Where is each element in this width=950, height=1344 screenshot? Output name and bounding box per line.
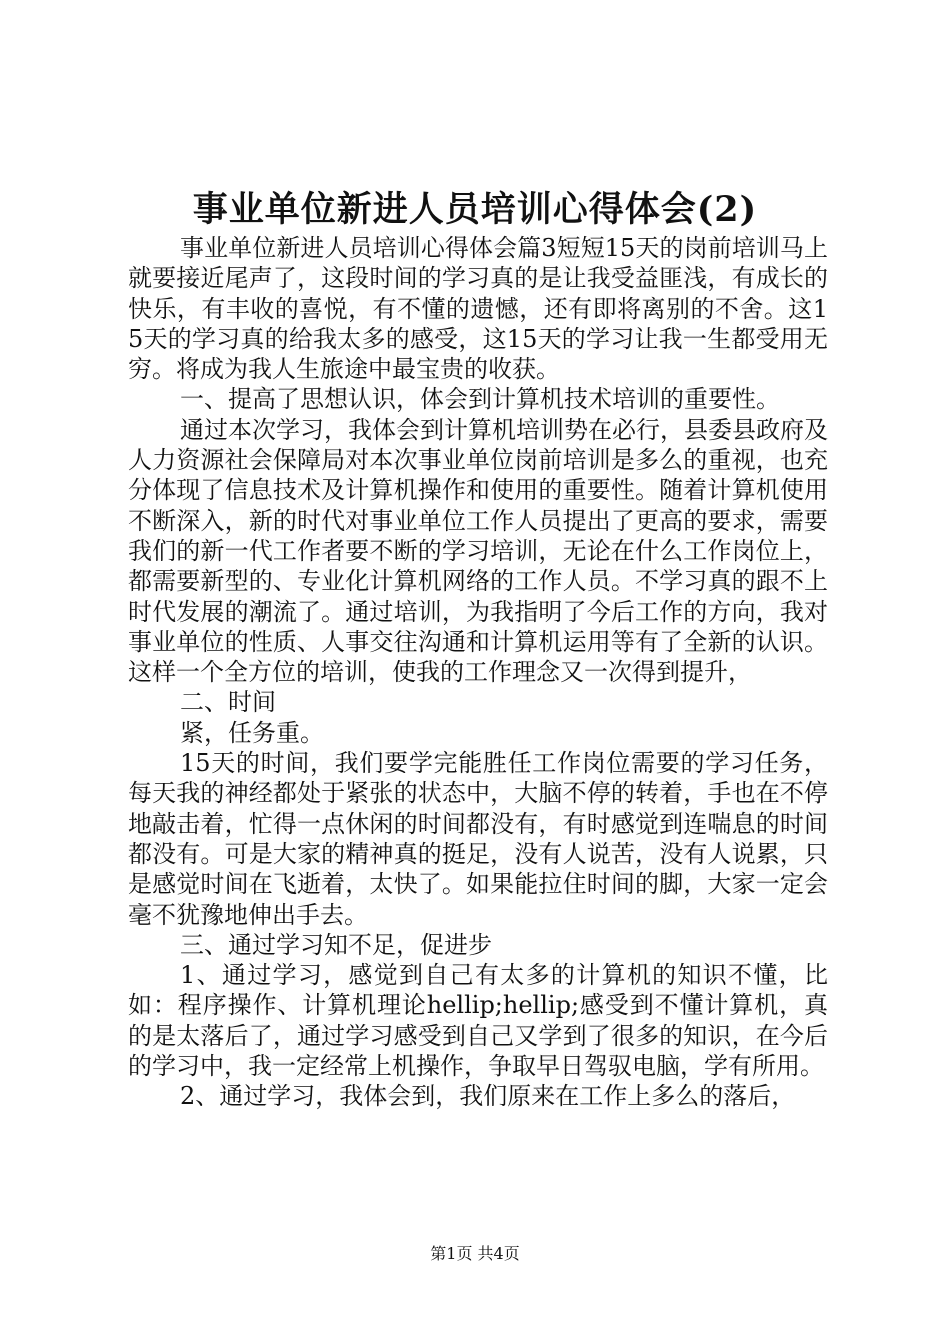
heading-section-2: 二、时间 <box>180 688 276 717</box>
paragraph-section-2: 15天的时间，我们要学完能胜任工作岗位需要的学习任务，每天我的神经都处于紧张的状态中，大脑不停的转着，手也在不停地敲击着，忙得一点休闲的时间都没有，有时感觉到连喘息的时间都没有。可是大家的精神真的挺足，没有人说苦，没有人说累，只是感觉时间在飞逝着，太快了。如果能拉住时间的脚，大家一定会毫不犹豫地伸出手去。 <box>128 749 828 929</box>
paragraph-section-3-item-2: 2、通过学习，我体会到，我们原来在工作上多么的落后， <box>180 1082 796 1111</box>
heading-section-3: 三、通过学习知不足，促进步 <box>180 930 492 959</box>
paragraph-section-1: 通过本次学习，我体会到计算机培训势在必行，县委县政府及人力资源社会保障局对本次事业单位岗前培训是多么的重视，也充分体现了信息技术及计算机操作和使用的重要性。随着计算机使用不断深入，新的时代对事业单位工作人员提出了更高的要求，需要我们的新一代工作者要不断的学习培训，无论在什么工作岗位上，都需要新型的、专业化计算机网络的工作人员。不学习真的跟不上时代发展的潮流了。通过培训，为我指明了今后工作的方向，我对事业单位的性质、人事交往沟通和计算机运用等有了全新的认识。这样一个全方位的培训，使我的工作理念又一次得到提升， <box>128 415 828 687</box>
heading-section-1: 一、提高了思想认识，体会到计算机技术培训的重要性。 <box>180 385 780 414</box>
heading-section-2-continued: 紧，任务重。 <box>180 718 324 747</box>
paragraph-intro: 事业单位新进人员培训心得体会篇3短短15天的岗前培训马上就要接近尾声了，这段时间的学习真的是让我受益匪浅，有成长的快乐，有丰收的喜悦，有不懂的遗憾，还有即将离别的不舍。这15天的学习真的给我太多的感受，这15天的学习让我一生都受用无穷。将成为我人生旅途中最宝贵的收获。 <box>128 234 828 384</box>
document-body <box>128 233 828 1112</box>
paragraph-section-3-item-1: 1、通过学习，感觉到自己有太多的计算机的知识不懂，比如：程序操作、计算机理论hellip;hellip;感受到不懂计算机，真的是太落后了，通过学习感受到自己又学到了很多的知识，在今后的学习中，我一定经常上机操作，争取早日驾驭电脑，学有所用。 <box>128 961 828 1081</box>
document-title: 事业单位新进人员培训心得体会(2) <box>192 189 758 230</box>
page-number: 第1页 共4页 <box>430 1244 520 1263</box>
